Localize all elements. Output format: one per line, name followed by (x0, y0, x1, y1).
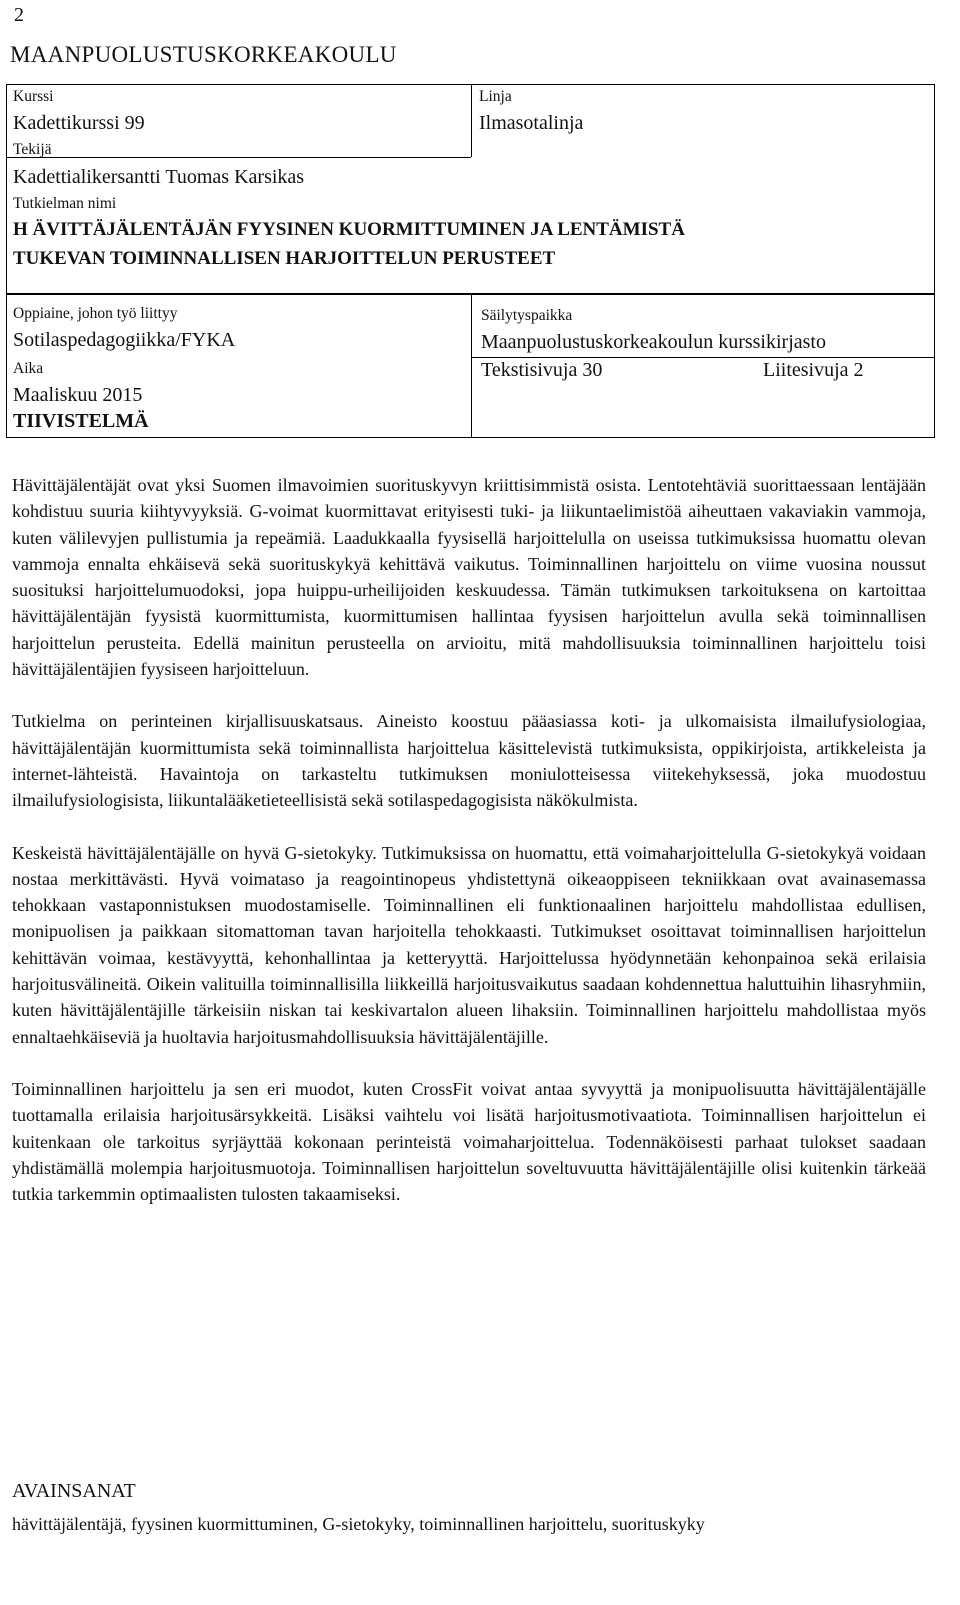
abstract-body (12, 472, 926, 1233)
subject-label: Oppiaine, johon työ liittyy (13, 305, 178, 322)
thesis-title-label: Tutkielman nimi (13, 195, 117, 212)
info-box-top (6, 84, 935, 294)
abstract-heading: TIIVISTELMÄ (13, 410, 149, 432)
course-value: Kadettikurssi 99 (13, 112, 145, 134)
info-box-bottom (6, 294, 935, 438)
thesis-title-line-2: TUKEVAN TOIMINNALLISEN HARJOITTELUN PERUSTEET (13, 248, 556, 269)
column-divider-bottom (471, 295, 472, 438)
time-label: Aika (13, 360, 44, 377)
column-divider-top (471, 85, 472, 157)
appendix-pages: Liitesivuja 2 (763, 359, 864, 381)
storage-value: Maanpuolustuskorkeakoulun kurssikirjasto (481, 331, 826, 353)
text-pages: Tekstisivuja 30 (481, 359, 603, 381)
subject-value: Sotilaspedagogiikka/FYKA (13, 329, 236, 351)
abstract-paragraph-4: Toiminnallinen harjoittelu ja sen eri muodot, kuten CrossFit voivat antaa syvyyttä ja monipuolisuutta hävittäjälentäjälle tuottamalla erilaisia harjoitusärsykkeitä. Lisäksi vaihtelu voi lisätä harjoitusmotivaatiota. Toiminnallisen harjoittelun ei kuitenkaan ole tarkoitus syrjäyttää kokonaan perinteistä voimaharjoittelua. Todennäköisesti parhaat tulokset saadaan yhdistämällä molempia harjoitusmuotoja. Toiminnallisen harjoittelun soveltuvuutta hävittäjälentäjille olisi kuitenkin tärkeää tutkia tarkemmin optimaalisten tulosten takaamiseksi. (12, 1078, 926, 1205)
course-label: Kurssi (13, 88, 54, 105)
thesis-title-line-1: H ÄVITTÄJÄLENTÄJÄN FYYSINEN KUORMITTUMINEN JA LENTÄMISTÄ (13, 219, 685, 240)
institution-name: MAANPUOLUSTUSKORKEAKOULU (10, 42, 397, 67)
author-label: Tekijä (13, 141, 52, 158)
abstract-paragraph-1: Hävittäjälentäjät ovat yksi Suomen ilmavoimien suorituskyvyn kriittisimmistä osista. Lentotehtäviä suorittaessaan lentäjään kohdistuu suuria kiihtyvyyksiä. G-voimat kuormittavat erityisesti tuki- ja liikuntaelimistöä aiheuttaen vakaviakin vammoja, kuten välilevyjen pullistumia ja repeämiä. Laadukkaalla fyysisellä harjoittelulla on useissa tutkimuksissa huomattu olevan vammoja ennalta ehkäisevä sekä suorituskykyä kehittävä vaikutus. Toiminnallinen harjoittelu on viime vuosina noussut suosituksi harjoittelumuodoksi, jopa huippu-urheilijoiden keskuudessa. Tämän tutkimuksen tarkoituksena on kartoittaa hävittäjälentäjän fyysistä kuormittumista, kuormittumisen hallintaa fyysisen harjoittelun avulla sekä toiminnallisen harjoittelun perusteita. Edellä mainitun perusteella on arvioitu, mitä mahdollisuuksia toiminnallinen harjoittelu toisi hävittäjälentäjien fyysiseen harjoitteluun. (12, 475, 926, 680)
storage-label: Säilytyspaikka (481, 307, 573, 324)
time-value: Maaliskuu 2015 (13, 384, 143, 406)
keywords-heading: AVAINSANAT (12, 1480, 136, 1502)
author-value: Kadettialikersantti Tuomas Karsikas (13, 166, 305, 188)
keywords-list: hävittäjälentäjä, fyysinen kuormittuminen, G-sietokyky, toiminnallinen harjoittelu, suorituskyky (12, 1514, 705, 1534)
line-label: Linja (479, 88, 512, 105)
page-number: 2 (14, 4, 24, 26)
abstract-paragraph-2: Tutkielma on perinteinen kirjallisuuskatsaus. Aineisto koostuu pääasiassa koti- ja ulkomaisista ilmailufysiologiaa, hävittäjälentäjän kuormittumista sekä toiminnallista harjoittelua käsittelevistä tutkimuksista, oppikirjoista, artikkeleista ja internet-lähteistä. Havaintoja on tarkasteltu tutkimuksen moniulotteisessa viitekehyksessä, joka muodostuu ilmailufysiologisista, liikuntalääketieteellisistä sekä sotilaspedagogisista näkökulmista. (12, 711, 926, 811)
row-divider (7, 157, 471, 158)
line-value: Ilmasotalinja (479, 112, 584, 134)
storage-row-divider (471, 357, 935, 358)
abstract-paragraph-3: Keskeistä hävittäjälentäjälle on hyvä G-sietokyky. Tutkimuksissa on huomattu, että voimaharjoittelulla G-sietokykyä voidaan nostaa merkittävästi. Hyvä voimataso ja reagointinopeus yhdistettynä oikeaoppiseen tekniikkaan ovat avainasemassa tehokkaan vastaponnistuksen muodostamiselle. Toiminnallinen eli funktionaalinen harjoittelu mahdollistaa edullisen, monipuolisen ja paikkaan sitomattoman tavan harjoitella tehokkaasti. Tutkimukset osoittavat toiminnallisen harjoittelun kehittävän voimaa, kestävyyttä, kehonhallintaa ja ketteryyttä. Harjoittelussa hyödynnetään kehonpainoa sekä erilaisia harjoitusvälineitä. Oikein valituilla toiminnallisilla liikkeillä harjoitusvaikutus saadaan kohdennettua haluttuihin lihasryhmiin, kuten hävittäjälentäjille tärkeisiin niskan tai keskivartalon alueen lihaksiin. Toiminnallinen harjoittelu mahdollistaa myös ennaltaehkäiseviä ja huoltavia harjoitusmahdollisuuksia hävittäjälentäjille. (12, 842, 926, 1047)
